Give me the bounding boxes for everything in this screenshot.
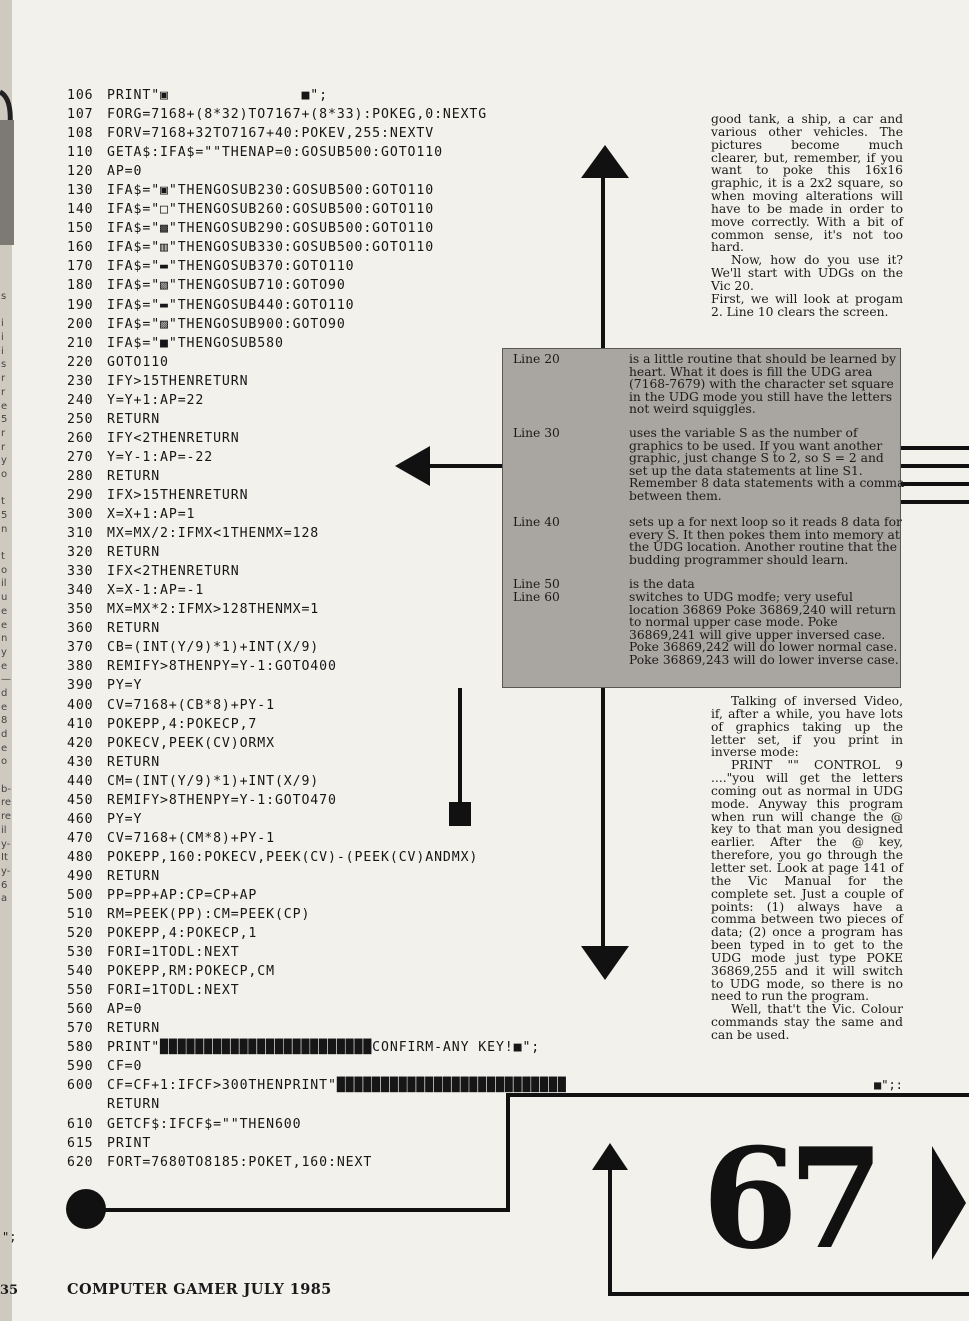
- code-line: [67, 86, 687, 105]
- line-number: 210: [67, 335, 94, 351]
- code-line: [67, 219, 687, 238]
- note-label: Line 30: [513, 426, 560, 440]
- line-number: 580: [67, 1040, 94, 1056]
- code-text: PY=Y: [107, 811, 143, 827]
- gutter-letter: It: [1, 852, 8, 864]
- gutter-letter: o: [1, 564, 8, 576]
- code-line: [67, 1076, 687, 1095]
- magazine-footer: COMPUTER GAMER JULY 1985: [67, 1281, 332, 1298]
- gutter-letter: e: [1, 400, 8, 412]
- gutter-letter: 6: [1, 879, 8, 891]
- code-line: [67, 810, 687, 829]
- code-text: POKECV,PEEK(CV)ORMX: [107, 735, 275, 751]
- gutter-letter: y-: [1, 865, 11, 877]
- code-text: GOTO110: [107, 354, 169, 370]
- code-text: PP=PP+AP:CP=CP+AP: [107, 887, 258, 903]
- code-line: [67, 1115, 687, 1134]
- code-text: FORI=1TODL:NEXT: [107, 983, 240, 999]
- line-number: 107: [67, 107, 94, 123]
- code-line: [67, 1095, 687, 1114]
- code-text: X=X+1:AP=1: [107, 507, 196, 523]
- code-line: [67, 715, 687, 734]
- line-notes-box: [502, 348, 905, 688]
- code-text: FORI=1TODL:NEXT: [107, 945, 240, 961]
- line-number: 220: [67, 354, 94, 370]
- line-number: 350: [67, 602, 94, 618]
- line-number: 270: [67, 449, 94, 465]
- code-text: MX=MX*2:IFMX>128THENMX=1: [107, 602, 320, 618]
- article-column-lower: [711, 695, 903, 1042]
- code-text: IFA$="▩"THENGOSUB290:GOSUB500:GOTO110: [107, 221, 435, 237]
- note-label: Line 40: [513, 515, 560, 529]
- line-number: 440: [67, 773, 94, 789]
- code-text: PRINT: [107, 1135, 152, 1151]
- code-text: PY=Y: [107, 678, 143, 694]
- code-text: CV=7168+(CB*8)+PY-1: [107, 697, 275, 713]
- gutter-letter: r: [1, 386, 6, 398]
- code-line: [67, 1038, 687, 1057]
- code-line: [67, 962, 687, 981]
- code-text: CF=0: [107, 1059, 143, 1075]
- code-line: [67, 181, 687, 200]
- code-text: RETURN: [107, 1097, 161, 1113]
- article-paragraph: Talking of inversed Video, if, after a while, you have lots of graphics taking up the letter set, if you print in inverse mode:: [711, 694, 903, 760]
- code-text: GETCF$:IFCF$=""THEN600: [107, 1116, 302, 1132]
- line-number: 250: [67, 411, 94, 427]
- line-number: 108: [67, 126, 94, 142]
- line-number: 460: [67, 811, 94, 827]
- code-text: IFA$="▧"THENGOSUB710:GOTO90: [107, 278, 346, 294]
- code-line: [67, 1134, 687, 1153]
- code-text: AP=0: [107, 1002, 143, 1018]
- code-line: [67, 981, 687, 1000]
- article-column-upper: [711, 113, 903, 319]
- code-line: [67, 296, 687, 315]
- gutter-letter: t: [1, 551, 5, 563]
- circle-terminal-icon: [66, 1189, 106, 1229]
- line-number: 140: [67, 202, 94, 218]
- code-line: [67, 1019, 687, 1038]
- article-paragraph: Well, that't the Vic. Colour commands stay the same and can be used.: [711, 1002, 903, 1042]
- line-number: 450: [67, 792, 94, 808]
- code-text: RETURN: [107, 754, 161, 770]
- gutter-letter: e: [1, 660, 8, 672]
- code-line: [67, 924, 687, 943]
- code-text: POKEPP,RM:POKECP,CM: [107, 964, 275, 980]
- note-text: uses the variable S as the number of graphics to be used. If you want another graphic, just change S to 2, so S = 2 and set up the data statements at line S1. Remember 8 data statements with a comma between them.: [629, 426, 905, 503]
- gutter-letter: d: [1, 687, 8, 699]
- code-text: RM=PEEK(PP):CM=PEEK(CP): [107, 907, 311, 923]
- code-text: IFA$="▬"THENGOSUB440:GOTO110: [107, 297, 355, 313]
- code-text: IFA$="□"THENGOSUB260:GOSUB500:GOTO110: [107, 202, 435, 218]
- code-text: FORT=7680TO8185:POKET,160:NEXT: [107, 1154, 373, 1170]
- line-number: 150: [67, 221, 94, 237]
- gutter-letter: n: [1, 633, 8, 645]
- note-text: is the data: [629, 577, 695, 591]
- code-text: IFX>15THENRETURN: [107, 487, 249, 503]
- code-text: Y=Y+1:AP=22: [107, 392, 205, 408]
- right-triangle-icon: [932, 1146, 966, 1260]
- page-number-large: 67: [702, 1117, 875, 1280]
- code-text: CB=(INT(Y/9)*1)+INT(X/9): [107, 640, 320, 656]
- code-text: FORV=7168+32TO7167+40:POKEV,255:NEXTV: [107, 126, 435, 142]
- code-line: [67, 696, 687, 715]
- gutter-letter: r: [1, 427, 6, 439]
- code-line: [67, 124, 687, 143]
- note-text: is a little routine that should be learned by heart. What it does is fill the UDG area (7168-7679) with the character set square in the UDG mode you still have the letters not weird squiggles.: [629, 352, 897, 417]
- gutter-letter: e: [1, 742, 8, 754]
- line-number: 420: [67, 735, 94, 751]
- gutter-letter: t: [1, 496, 5, 508]
- gutter-letter: n: [1, 523, 8, 535]
- code-line: [67, 886, 687, 905]
- gutter-letter: y-: [1, 838, 11, 850]
- code-text: IFX<2THENRETURN: [107, 564, 240, 580]
- article-paragraph: PRINT "" CONTROL 9 ...."you will get the letters coming out as normal in UDG mode. Anyway this program when run will change the @ key to that man you designed earlier. After the @ key, therefore, you go through the letter set. Look at page 141 of the Vic Manual for the complete set. Just a couple of points: (1) always have a comma between two pieces of data; (2) once a program has been typed in to get to the UDG mode just type POKE 36869,255 and it will switch to UDG mode, so there is no need to run the program.: [711, 758, 903, 1004]
- line-number: 400: [67, 697, 94, 713]
- code-line: [67, 315, 687, 334]
- line-number: 490: [67, 868, 94, 884]
- code-text: RETURN: [107, 868, 161, 884]
- gutter-letter: u: [1, 592, 8, 604]
- code-line: [67, 1000, 687, 1019]
- code-line: [67, 105, 687, 124]
- code-line: [67, 943, 687, 962]
- line-number: 500: [67, 887, 94, 903]
- code-text: FORG=7168+(8*32)TO7167+(8*33):POKEG,0:NEXTG: [107, 107, 488, 123]
- line-number: 300: [67, 507, 94, 523]
- code-text: PRINT"▣ ■";: [107, 88, 328, 103]
- gutter-letter: i: [1, 345, 4, 357]
- line-number: 260: [67, 430, 94, 446]
- line-number: 480: [67, 849, 94, 865]
- code-text: MX=MX/2:IFMX<1THENMX=128: [107, 526, 320, 542]
- code-text: IFY<2THENRETURN: [107, 430, 240, 446]
- code-text: POKEPP,4:POKECP,7: [107, 716, 258, 732]
- line-number: 510: [67, 907, 94, 923]
- line-number: 160: [67, 240, 94, 256]
- article-paragraph: Now, how do you use it? We'll start with UDGs on the Vic 20.: [711, 253, 903, 293]
- gutter-letter: il: [1, 578, 7, 590]
- line-number: 290: [67, 487, 94, 503]
- code-line: [67, 162, 687, 181]
- gutter-letter: o: [1, 756, 8, 768]
- gutter-letter: o: [1, 468, 8, 480]
- code-text: RETURN: [107, 411, 161, 427]
- code-text: IFA$="▥"THENGOSUB330:GOSUB500:GOTO110: [107, 240, 435, 256]
- gutter-letter: e: [1, 619, 8, 631]
- line-number: 615: [67, 1135, 94, 1151]
- line-number: 310: [67, 526, 94, 542]
- line-number: 470: [67, 830, 94, 846]
- line-number: 600: [67, 1078, 94, 1094]
- gutter-letter: y: [1, 455, 7, 467]
- code-line: [67, 734, 687, 753]
- code-text: PRINT"████████████████████████CONFIRM-ANY KEY!■";: [107, 1040, 541, 1056]
- code-text: RETURN: [107, 545, 161, 561]
- code-text: AP=0: [107, 164, 143, 180]
- line-number: 110: [67, 145, 94, 161]
- code-text: IFA$="▬"THENGOSUB370:GOTO110: [107, 259, 355, 275]
- gutter-letter: r: [1, 373, 6, 385]
- line-number: 130: [67, 183, 94, 199]
- code-text: REMIFY>8THENPY=Y-1:GOTO400: [107, 659, 337, 675]
- gutter-letter: i: [1, 318, 4, 330]
- article-paragraph: good tank, a ship, a car and various other vehicles. The pictures become much clearer, but, remember, if you want to poke this 16x16 graphic, it is a 2x2 square, so when moving alterations will have to be made in order to move correctly. With a bit of common sense, it's not too hard.: [711, 112, 903, 255]
- code-line: [67, 1153, 687, 1172]
- line-number: 590: [67, 1059, 94, 1075]
- code-text: IFY>15THENRETURN: [107, 373, 249, 389]
- line-number: 540: [67, 964, 94, 980]
- line-number: 340: [67, 583, 94, 599]
- code-line: [67, 200, 687, 219]
- line-number: 240: [67, 392, 94, 408]
- code-text: IFA$="▣"THENGOSUB230:GOSUB500:GOTO110: [107, 183, 435, 199]
- code-text: Y=Y-1:AP=-22: [107, 449, 214, 465]
- line-number: 390: [67, 678, 94, 694]
- gutter-letter: s: [1, 291, 7, 302]
- code-line: [67, 238, 687, 257]
- gutter-letter: y: [1, 646, 7, 658]
- line-number: 200: [67, 316, 94, 332]
- gutter-letter: 5: [1, 414, 8, 426]
- line-number: 320: [67, 545, 94, 561]
- code-line: [67, 143, 687, 162]
- line-number: 560: [67, 1002, 94, 1018]
- article-paragraph: First, we will look at progam 2. Line 10 clears the screen.: [711, 291, 903, 319]
- line-number: 280: [67, 468, 94, 484]
- code-line: [67, 867, 687, 886]
- line-number: 170: [67, 259, 94, 275]
- line-number: 330: [67, 564, 94, 580]
- code-text: RETURN: [107, 1021, 161, 1037]
- code-line: [67, 1057, 687, 1076]
- code-text: CM=(INT(Y/9)*1)+INT(X/9): [107, 773, 320, 789]
- code-text: POKEPP,4:POKECP,1: [107, 926, 258, 942]
- line-number: 430: [67, 754, 94, 770]
- code-text: REMIFY>8THENPY=Y-1:GOTO470: [107, 792, 337, 808]
- code-line: [67, 848, 687, 867]
- code-text: RETURN: [107, 621, 161, 637]
- code-text: IFA$="▨"THENGOSUB900:GOTO90: [107, 316, 346, 332]
- code-text: POKEPP,160:POKECV,PEEK(CV)-(PEEK(CV)ANDMX): [107, 849, 479, 865]
- gutter-letter: e: [1, 701, 8, 713]
- gutter-letter: e: [1, 605, 8, 617]
- note-text: switches to UDG modfe; very useful location 36869 Poke 36869,240 will return to normal upper case mode. Poke 36869,241 will give upper inversed case. Poke 36869,242 will do lower normal case. Poke 36869,243 will do lower inverse case.: [629, 590, 899, 667]
- gutter-letter: r: [1, 441, 6, 453]
- gutter-letter: d: [1, 729, 8, 740]
- gutter-letter: i: [1, 332, 4, 344]
- line-number: 106: [67, 88, 94, 103]
- line-number: 550: [67, 983, 94, 999]
- gutter-quote-mark: ";: [2, 1230, 17, 1244]
- gutter-letter: re: [1, 811, 11, 823]
- code-text: GETA$:IFA$=""THENAP=0:GOSUB500:GOTO110: [107, 145, 443, 161]
- note-label: Line 60: [513, 590, 560, 604]
- facing-page-number: 35: [0, 1283, 19, 1298]
- code-text: CV=7168+(CM*8)+PY-1: [107, 830, 275, 846]
- code-text: CF=CF+1:IFCF>300THENPRINT"██████████████████████████: [107, 1078, 567, 1094]
- note-text: sets up a for next loop so it reads 8 data for every S. It then pokes them into memory at the UDG location. Another routine that the budding programmer should learn.: [629, 515, 902, 567]
- note-label: Line 20: [513, 352, 560, 366]
- code-line: [67, 753, 687, 772]
- code-line: [67, 791, 687, 810]
- line-number: 620: [67, 1154, 94, 1170]
- line-number: 120: [67, 164, 94, 180]
- code-line: [67, 905, 687, 924]
- code-line: [67, 772, 687, 791]
- line-number: 530: [67, 945, 94, 961]
- line-number: 370: [67, 640, 94, 656]
- line-number: 380: [67, 659, 94, 675]
- gutter-letter: a: [1, 893, 8, 905]
- note-label: Line 50: [513, 577, 560, 591]
- code-line: [67, 257, 687, 276]
- line-number: 570: [67, 1021, 94, 1037]
- code-text: RETURN: [107, 468, 161, 484]
- line-number: 180: [67, 278, 94, 294]
- gutter-letter: re: [1, 797, 11, 809]
- gutter-letter: —: [1, 674, 11, 686]
- code-line: [67, 829, 687, 848]
- line-number: 410: [67, 716, 94, 732]
- code-line: [67, 276, 687, 295]
- stray-code-fragment: ■";:: [874, 1078, 903, 1092]
- gutter-letter: 5: [1, 510, 8, 521]
- line-number: 610: [67, 1116, 94, 1132]
- gutter-letter: 8: [1, 715, 8, 727]
- line-number: 520: [67, 926, 94, 942]
- line-number: 230: [67, 373, 94, 389]
- line-number: 360: [67, 621, 94, 637]
- gutter-letter: b-: [1, 783, 11, 795]
- gutter-letter: il: [1, 824, 7, 836]
- code-text: IFA$="■"THENGOSUB580: [107, 335, 284, 351]
- code-text: X=X-1:AP=-1: [107, 583, 205, 599]
- gutter-letter: s: [1, 359, 7, 371]
- line-number: 190: [67, 297, 94, 313]
